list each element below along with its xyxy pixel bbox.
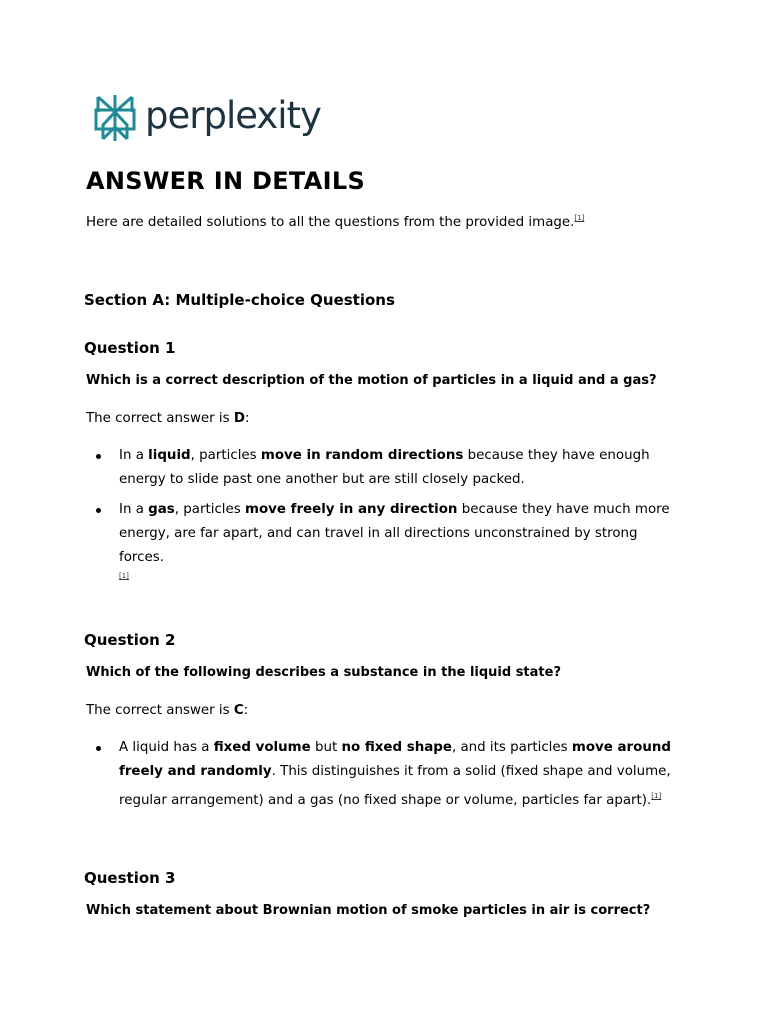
answer-letter: C: [233, 703, 244, 718]
question-3-heading: Question 3: [84, 869, 176, 887]
question-3-text: Which statement about Brownian motion of smoke particles in air is correct?: [86, 903, 651, 918]
list-item: In a gas, particles move freely in any direction because they have much more energy, are far apart, and can travel in all directions unconstrained by strong forces. [1]: [86, 498, 686, 582]
answer-letter: D: [233, 411, 246, 426]
list-item: In a liquid, particles move in random directions because they have enough energy to slide past one another but are still closely packed.: [86, 444, 686, 492]
intro-paragraph: [86, 208, 584, 233]
answer-suffix: :: [245, 411, 250, 426]
perplexity-logo-icon: [94, 93, 136, 143]
answer-suffix: :: [243, 703, 249, 718]
list-item: A liquid has a fixed volume but no fixed shape, and its particles move around freely and randomly. This distinguishes it from a solid (fixed shape and volume, regular arrangement) and a gas (no fixed shape or volume, particles far apart).[1]: [86, 736, 686, 813]
question-2-text: Which of the following describes a substance in the liquid state?: [86, 665, 561, 680]
section-a-title: Section A: Multiple-choice Questions: [84, 291, 395, 309]
page-title: ANSWER IN DETAILS: [86, 167, 366, 195]
question-1-answer: [86, 409, 250, 429]
question-2-heading: Question 2: [84, 631, 176, 649]
logo-wordmark: perplexity: [145, 93, 321, 137]
answer-prefix: The correct answer is: [86, 703, 234, 718]
citation-link[interactable]: [1]: [574, 214, 585, 222]
question-1-bullets: [86, 444, 686, 582]
citation-link[interactable]: [1]: [651, 792, 662, 800]
intro-text: Here are detailed solutions to all the questions from the provided image.: [86, 215, 575, 230]
answer-prefix: The correct answer is: [86, 411, 234, 426]
perplexity-logo: [94, 93, 321, 143]
question-2-bullets: [86, 736, 686, 813]
citation-link[interactable]: [1]: [119, 572, 129, 580]
question-1-text: Which is a correct description of the motion of particles in a liquid and a gas?: [86, 373, 657, 388]
question-2-answer: [86, 701, 248, 721]
question-1-heading: Question 1: [84, 339, 176, 357]
